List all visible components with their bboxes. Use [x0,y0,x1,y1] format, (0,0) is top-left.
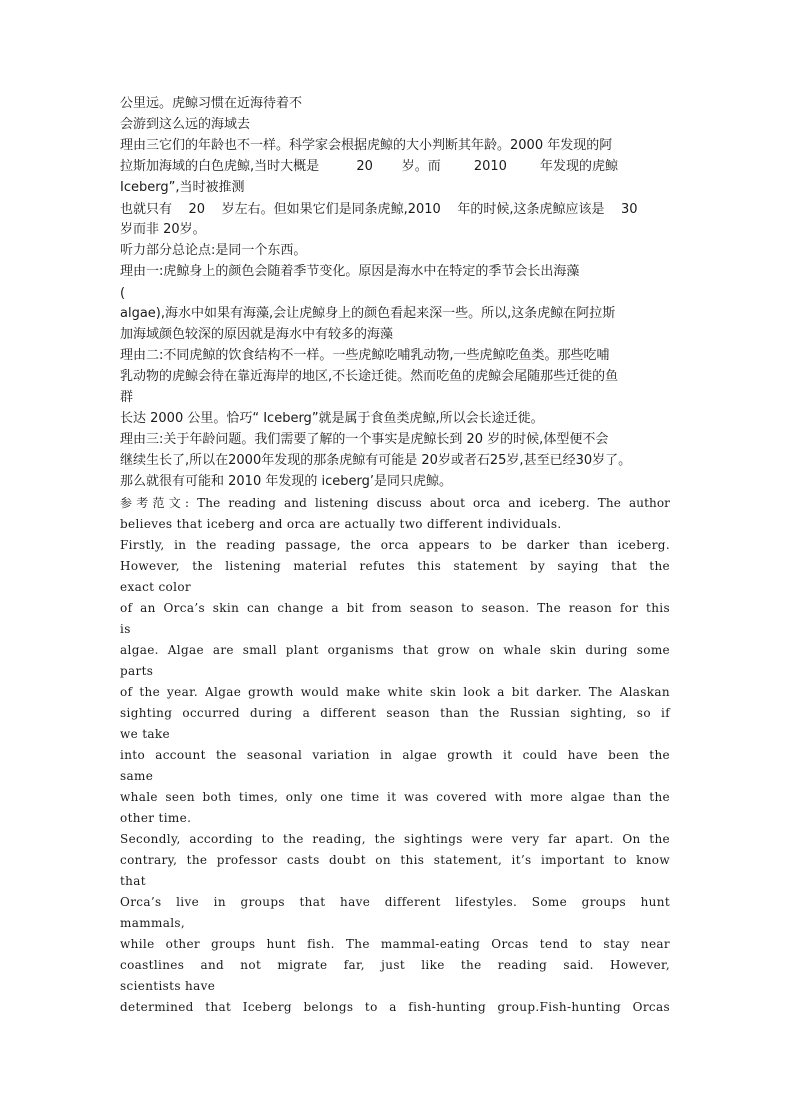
text-line: 理由一:虎鲸身上的颜色会随着季节变化。原因是海水中在特定的季节会长出海藻 [120,264,580,279]
text-line: 乳动物的虎鲸会待在靠近海岸的地区,不长途迁徙。然而吃鱼的虎鲸会尾随那些迁徙的鱼 [120,369,619,384]
text-line: 拉斯加海域的白色虎鲸,当时大概是 20 岁。而 2010 年发现的虎鲸 [120,159,618,174]
text-line: Orca’s live in groups that have different lifestyles. Some groups hunt [120,895,670,909]
text-line: is [120,622,131,636]
text-line: algae. Algae are small plant organisms that grow on whale skin during some [120,643,670,657]
text-line: while other groups hunt fish. The mammal-eating Orcas tend to stay near [120,937,670,951]
text-line: of an Orca’s skin can change a bit from season to season. The reason for this [120,601,670,615]
text-line: 理由三:关于年龄问题。我们需要了解的一个事实是虎鲸长到 20 岁的时候,体型便不会 [120,432,609,447]
text-line: exact color [120,580,191,594]
text-line: 参考范文: The reading and listening discuss about orca and iceberg. The author [120,496,670,510]
text-line: into account the seasonal variation in algae growth it could have been the [120,748,670,762]
text-line: 听力部分总论点:是同一个东西。 [120,243,307,258]
text-line: 长达 2000 公里。恰巧“ Iceberg”就是属于食鱼类虎鲸,所以会长途迁徙。 [120,411,544,426]
text-line: 也就只有 20 岁左右。但如果它们是同条虎鲸,2010 年的时候,这条虎鲸应该是 30 [120,202,638,217]
text-line: Secondly, according to the reading, the sightings were very far apart. On the [120,832,670,846]
text-line: 岁而非 20岁。 [120,222,206,237]
text-line: 理由二:不同虎鲸的饮食结构不一样。一些虎鲸吃哺乳动物,一些虎鲸吃鱼类。那些吃哺 [120,348,610,363]
text-line: believes that iceberg and orca are actually two different individuals. [120,517,562,531]
text-line: 理由三它们的年龄也不一样。科学家会根据虎鲸的大小判断其年龄。2000 年发现的阿 [120,138,613,153]
text-line: coastlines and not migrate far, just like the reading said. However, [120,958,670,972]
text-line: 那么就很有可能和 2010 年发现的 iceberg’是同只虎鲸。 [120,474,452,489]
text-line: contrary, the professor casts doubt on this statement, it’s important to know [120,853,670,867]
text-line: Firstly, in the reading passage, the orca appears to be darker than iceberg. [120,538,670,552]
text-line: of the year. Algae growth would make white skin look a bit darker. The Alaskan [120,685,670,699]
text-line: 继续生长了,所以在2000年发现的那条虎鲸有可能是 20岁或者石25岁,甚至已经30岁了。 [120,453,632,468]
text-line: that [120,874,146,888]
text-line: we take [120,727,170,741]
text-line: other time. [120,811,192,825]
text-line: 加海域颜色较深的原因就是海水中有较多的海藻 [120,327,394,342]
text-line: However, the listening material refutes this statement by saying that the [120,559,670,573]
text-line: parts [120,664,154,678]
text-line: same [120,769,154,783]
text-line: ( [120,286,126,301]
text-line: 群 [120,390,134,405]
text-line: sighting occurred during a different season than the Russian sighting, so if [120,706,670,720]
text-line: whale seen both times, only one time it was covered with more algae than the [120,790,670,804]
text-line: 会游到这么远的海域去 [120,117,251,132]
text-line: mammals, [120,916,186,930]
text-line: 公里远。虎鲸习惯在近海待着不 [120,96,303,111]
text-line: Iceberg”,当时被推测 [120,180,245,195]
text-line: determined that Iceberg belongs to a fish-hunting group.Fish-hunting Orcas [120,1000,670,1014]
text-line: algae),海水中如果有海藻,会让虎鲸身上的颜色看起来深一些。所以,这条虎鲸在阿拉斯 [120,306,616,321]
text-line: scientists have [120,979,216,993]
